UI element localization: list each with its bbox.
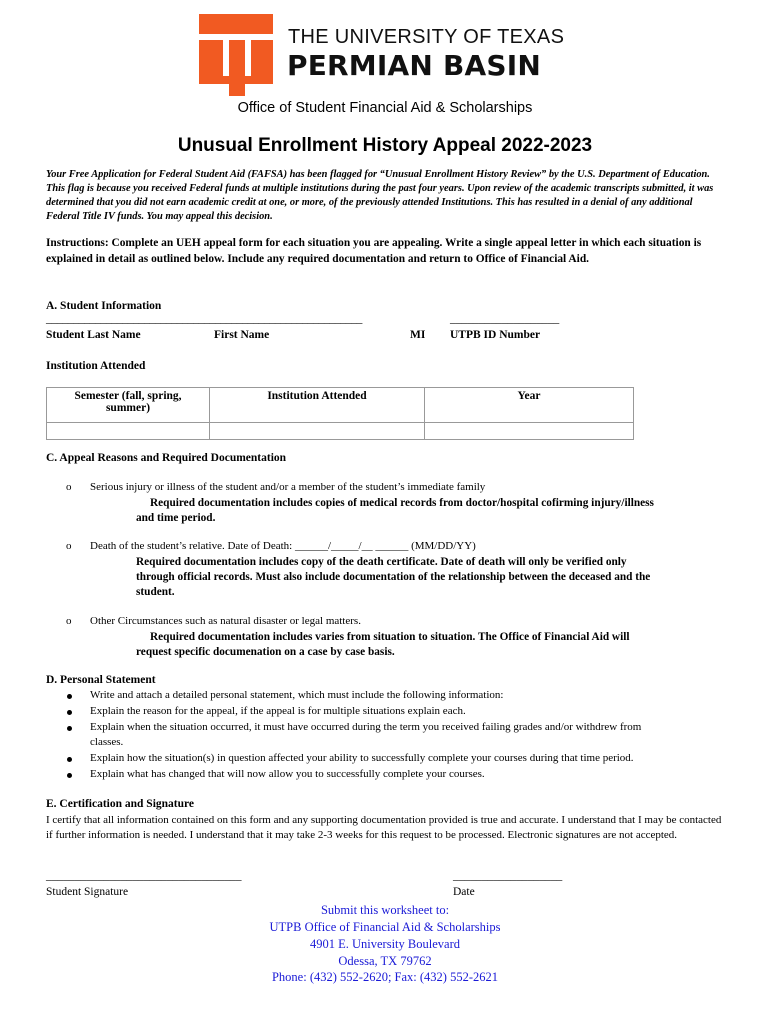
- table-row: [47, 423, 634, 440]
- instructions-paragraph: Instructions: Complete an UEH appeal form for each situation you are appealing. Write a single appeal letter in which each situation is explained in detail as outlined below. Include any required documentation and return to Office of Financial Aid.: [46, 237, 702, 265]
- year-cell[interactable]: [425, 423, 634, 440]
- bullet-icon: [67, 710, 72, 715]
- table-header-institution: Institution Attended: [210, 388, 425, 423]
- institution-table: [46, 387, 634, 440]
- institution-cell[interactable]: [210, 423, 425, 440]
- bullet-icon: [67, 726, 72, 731]
- bullet-icon: [67, 773, 72, 778]
- last-name-label: Student Last Name: [46, 329, 141, 341]
- name-field-line[interactable]: __________________________________________________________: [46, 313, 363, 325]
- checkbox-circle-other[interactable]: o: [66, 615, 72, 627]
- footer-city: Odessa, TX 79762: [338, 954, 432, 968]
- reason-other: Other Circumstances such as natural disaster or legal matters.: [90, 615, 361, 627]
- reason-injury: Serious injury or illness of the student and/or a member of the student’s immediate family: [90, 481, 486, 493]
- statement-item: Explain what has changed that will now allow you to successfully complete your courses.: [90, 768, 485, 780]
- date-line[interactable]: ___________________: [453, 870, 563, 882]
- table-header-row: [47, 388, 634, 423]
- section-a-heading: A. Student Information: [46, 300, 162, 312]
- reason-death: Death of the student’s relative. Date of Death: ______/_____/__ ______ (MM/DD/YY): [90, 540, 476, 552]
- checkbox-circle-injury[interactable]: o: [66, 481, 72, 493]
- table-header-semester: Semester (fall, spring, summer): [47, 388, 210, 423]
- date-label: Date: [453, 886, 475, 898]
- statement-item: Explain the reason for the appeal, if the appeal is for multiple situations explain each.: [90, 705, 466, 717]
- section-e-heading: E. Certification and Signature: [46, 798, 195, 810]
- logo-campus-text: PERMIAN BASIN: [287, 49, 541, 82]
- bullet-icon: [67, 757, 72, 762]
- signature-line[interactable]: __________________________________: [46, 870, 242, 882]
- page-title: Unusual Enrollment History Appeal 2022-2023: [177, 135, 593, 156]
- statement-item-cont: classes.: [90, 736, 124, 748]
- id-label: UTPB ID Number: [450, 329, 541, 341]
- footer-office: UTPB Office of Financial Aid & Scholarships: [269, 920, 501, 934]
- section-d-heading: D. Personal Statement: [46, 674, 156, 686]
- office-name: Office of Student Financial Aid & Scholarships: [237, 100, 533, 116]
- certification-text: I certify that all information contained on this form and any supporting documentation provided is true and accurate. I understand that I may be contacted if further information is needed. I understand that it may take 2-3 weeks for this request to be processed. Electronic signatures are not accepted.: [46, 814, 722, 841]
- footer-address: 4901 E. University Boulevard: [310, 937, 460, 951]
- table-header-year: Year: [425, 388, 634, 423]
- intro-paragraph: Your Free Application for Federal Student Aid (FAFSA) has been flagged for “Unusual Enrollment History Review” by the U.S. Department of Education. This flag is because you received Federal funds at multiple institutions during the past four years. Upon review of the academic transcripts submitted, it was determined that you did not earn academic credit at one, or more, of the previously attended Institutions. This has resulted in a denial of any additional Federal Title IV funds. You may appeal this decision.: [46, 169, 714, 222]
- statement-item: Write and attach a detailed personal statement, which must include the following information:: [90, 689, 504, 701]
- checkbox-circle-death[interactable]: o: [66, 540, 72, 552]
- req-death-line3: student.: [136, 586, 175, 598]
- section-c-heading: C. Appeal Reasons and Required Documentation: [46, 452, 287, 464]
- mi-label: MI: [410, 329, 426, 341]
- req-death-line2: through official records. Must also include documentation of the relationship between the deceased and the: [136, 571, 651, 583]
- institution-attended-label: Institution Attended: [46, 360, 146, 372]
- req-other-line1: Required documentation includes varies from situation to situation. The Office of Financial Aid will: [150, 631, 630, 643]
- semester-cell[interactable]: [47, 423, 210, 440]
- signature-label: Student Signature: [46, 886, 129, 898]
- req-injury-line2: and time period.: [136, 512, 216, 524]
- utpb-logo-icon: [199, 14, 273, 96]
- req-other-line2: request specific documenation on a case by case basis.: [136, 646, 395, 658]
- logo-university-text: THE UNIVERSITY OF TEXAS: [288, 26, 565, 48]
- req-death-line1: Required documentation includes copy of the death certificate. Date of death will only be verified only: [136, 556, 627, 568]
- id-field-line[interactable]: ___________________: [450, 313, 560, 325]
- footer-submit-label: Submit this worksheet to:: [320, 903, 450, 917]
- statement-item: Explain how the situation(s) in question affected your ability to successfully complete your courses during that time period.: [90, 752, 634, 764]
- footer-phone-fax: Phone: (432) 552-2620; Fax: (432) 552-2621: [271, 970, 499, 984]
- statement-item: Explain when the situation occurred, it must have occurred during the term you received failing grades and/or withdrew from: [90, 721, 642, 733]
- req-injury-line1: Required documentation includes copies of medical records from doctor/hospital cofirming injury/illness: [150, 497, 654, 509]
- bullet-icon: [67, 694, 72, 699]
- first-name-label: First Name: [214, 329, 270, 341]
